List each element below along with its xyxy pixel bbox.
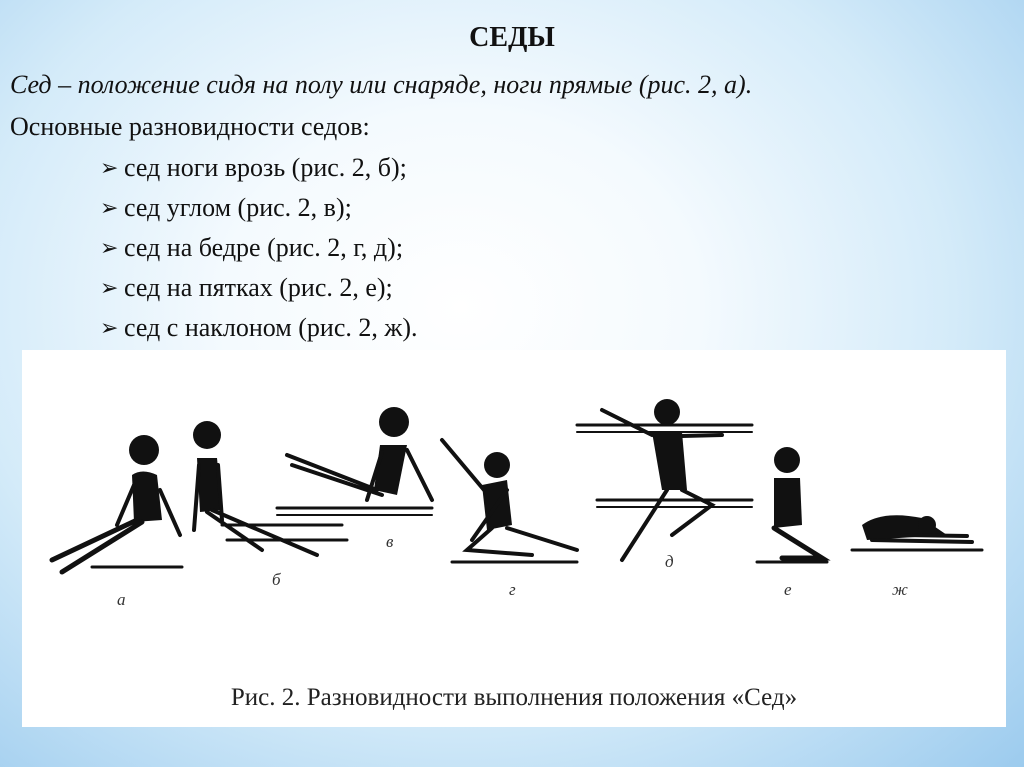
- figure-caption: Рис. 2. Разновидности выполнения положения «Сед»: [230, 684, 798, 711]
- arrow-bullet-icon: ➢: [100, 195, 119, 220]
- figure-g-drawing: [442, 440, 577, 562]
- list-item: [100, 313, 418, 353]
- arrow-bullet-icon: ➢: [100, 315, 119, 340]
- list-item-text: сед на пятках (рис. 2, е);: [124, 273, 393, 302]
- arrow-bullet-icon: ➢: [100, 235, 119, 260]
- definition-text: Сед – положение сидя на полу или снаряде, ноги прямые (рис. 2, а).: [10, 70, 753, 99]
- figure-b-drawing: [193, 421, 347, 555]
- figure-label-e: е: [784, 580, 792, 599]
- variants-list: [100, 153, 418, 353]
- list-item-text: сед с наклоном (рис. 2, ж).: [124, 313, 418, 342]
- figure-panel: [22, 350, 1006, 727]
- list-item: [100, 273, 418, 313]
- gymnastics-illustration: [22, 350, 1006, 727]
- figure-label-zh: ж: [892, 580, 908, 599]
- list-item: [100, 233, 418, 273]
- figure-zh-drawing: [852, 515, 982, 550]
- figure-label-g: г: [509, 580, 516, 599]
- figure-e-drawing: [757, 447, 827, 562]
- figure-a-drawing: [52, 435, 182, 572]
- figure-label-a: а: [117, 590, 126, 609]
- list-item-text: сед углом (рис. 2, в);: [124, 193, 352, 222]
- list-item: [100, 193, 418, 233]
- figure-label-d: д: [665, 552, 674, 571]
- list-item-text: сед на бедре (рис. 2, г, д);: [124, 233, 404, 262]
- arrow-bullet-icon: ➢: [100, 155, 119, 180]
- list-item: [100, 153, 418, 193]
- arrow-bullet-icon: ➢: [100, 275, 119, 300]
- figure-v-drawing: [277, 407, 432, 515]
- figure-label-b: б: [272, 570, 281, 589]
- figure-d-drawing: [577, 399, 752, 560]
- figure-label-v: в: [386, 532, 394, 551]
- list-item-text: сед ноги врозь (рис. 2, б);: [124, 153, 407, 182]
- slide-title: СЕДЫ: [469, 22, 555, 53]
- intro-text: Основные разновидности седов:: [10, 112, 370, 141]
